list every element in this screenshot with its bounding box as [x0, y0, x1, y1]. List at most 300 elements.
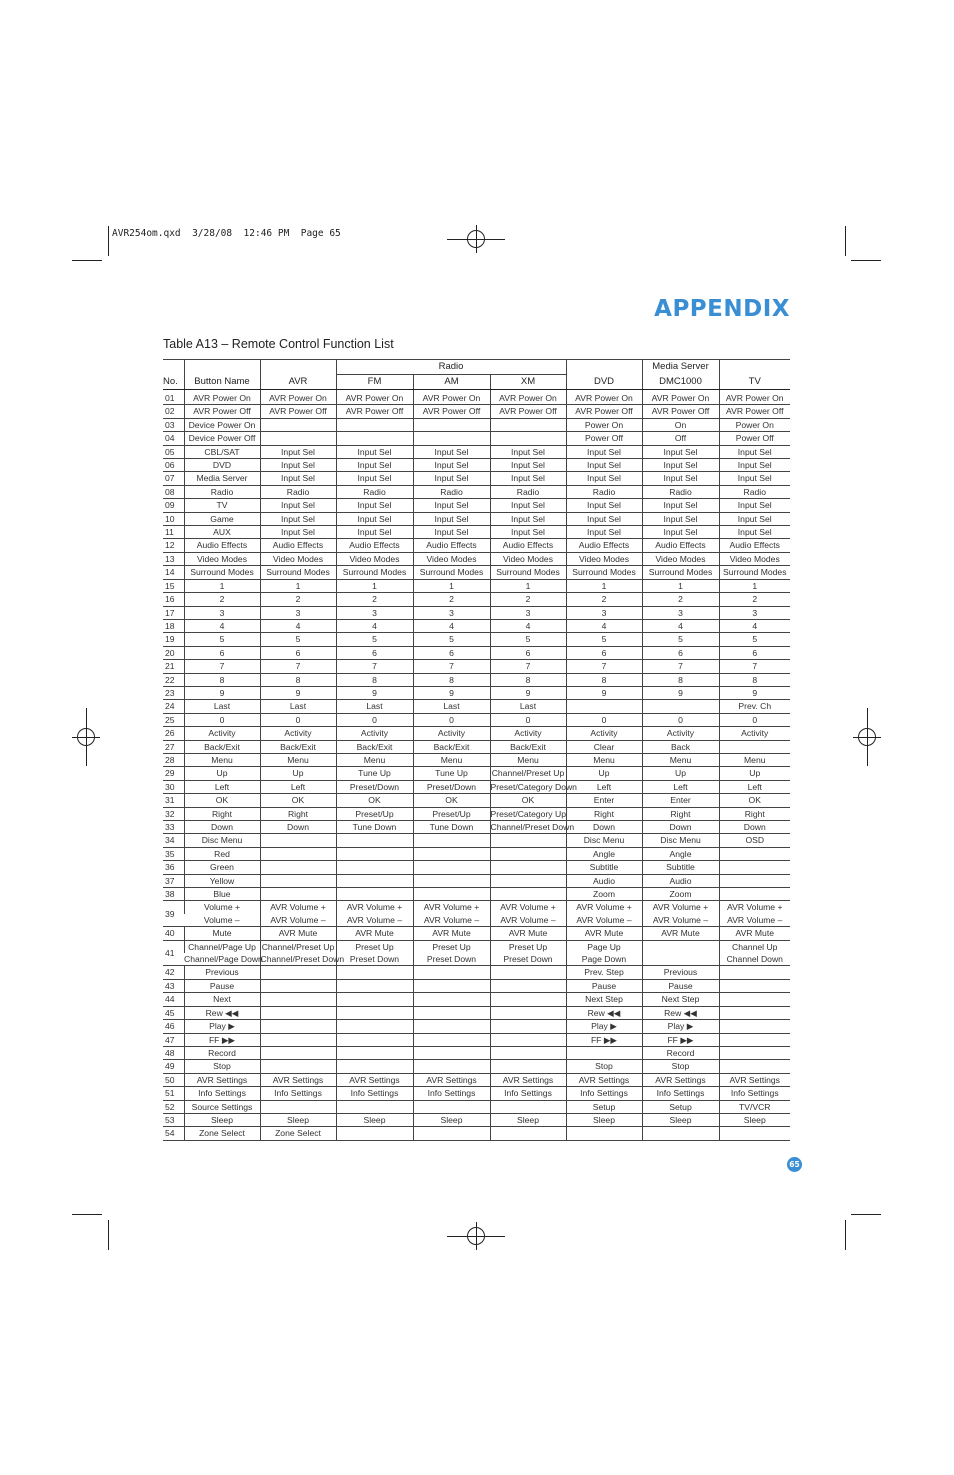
table-row: [163, 888, 790, 901]
table-cell: AVR Power On: [336, 390, 413, 405]
table-cell: [260, 966, 336, 979]
row-number: 19: [163, 633, 184, 646]
table-cell: Last: [260, 700, 336, 713]
table-cell: AVR Volume +: [336, 901, 413, 914]
table-cell: Video Modes: [260, 552, 336, 565]
table-cell: Play ▶: [184, 1020, 260, 1033]
table-cell: [336, 1020, 413, 1033]
table-cell: Page Up: [566, 940, 642, 953]
table-cell: [490, 888, 566, 901]
row-number: 36: [163, 861, 184, 874]
table-cell: Preset Up: [413, 940, 490, 953]
column-header: AM: [413, 375, 490, 390]
table-cell: 0: [413, 713, 490, 726]
table-cell: [642, 1127, 719, 1140]
table-cell: Audio Effects: [490, 539, 566, 552]
row-number: 05: [163, 445, 184, 458]
table-cell: 4: [184, 619, 260, 632]
row-number: 22: [163, 673, 184, 686]
table-cell: Video Modes: [184, 552, 260, 565]
registration-mark-icon: [462, 1222, 490, 1250]
table-cell: Rew ◀◀: [566, 1006, 642, 1019]
table-cell: Sleep: [336, 1113, 413, 1126]
table-cell: DVD: [184, 459, 260, 472]
table-cell: OK: [490, 794, 566, 807]
table-cell: [336, 847, 413, 860]
row-number: 21: [163, 660, 184, 673]
table-cell: Preset Down: [413, 953, 490, 966]
table-cell: Activity: [642, 727, 719, 740]
registration-mark-icon: [853, 723, 881, 751]
table-row: [163, 1046, 790, 1059]
table-cell: On: [642, 418, 719, 431]
table-cell: Radio: [184, 485, 260, 498]
table-cell: 2: [260, 593, 336, 606]
table-cell: 8: [566, 673, 642, 686]
row-number: 06: [163, 459, 184, 472]
row-number: 16: [163, 593, 184, 606]
table-cell: Next Step: [642, 993, 719, 1006]
table-cell: Activity: [719, 727, 790, 740]
table-cell: Input Sel: [413, 512, 490, 525]
table-cell: Back/Exit: [184, 740, 260, 753]
table-row: [163, 794, 790, 807]
table-row: [163, 499, 790, 512]
table-cell: Input Sel: [336, 459, 413, 472]
table-cell: 5: [642, 633, 719, 646]
table-cell: Video Modes: [566, 552, 642, 565]
table-cell: Back/Exit: [413, 740, 490, 753]
table-cell: 0: [336, 713, 413, 726]
table-cell: Activity: [490, 727, 566, 740]
table-cell: Subtitle: [566, 861, 642, 874]
row-number: 25: [163, 713, 184, 726]
table-cell: Last: [490, 700, 566, 713]
table-cell: Sleep: [490, 1113, 566, 1126]
table-cell: Audio: [566, 874, 642, 887]
table-cell: Power Off: [719, 432, 790, 445]
table-cell: AVR Mute: [566, 927, 642, 940]
table-cell: [260, 979, 336, 992]
table-cell: [642, 940, 719, 953]
table-cell: Menu: [490, 753, 566, 766]
table-title: Table A13 – Remote Control Function List: [163, 337, 394, 351]
table-cell: Audio Effects: [336, 539, 413, 552]
row-number: 33: [163, 821, 184, 834]
table-row: [163, 619, 790, 632]
table-cell: [719, 966, 790, 979]
table-cell: Channel Up: [719, 940, 790, 953]
table-row: [163, 1060, 790, 1073]
table-cell: Input Sel: [566, 445, 642, 458]
table-cell: [413, 834, 490, 847]
table-cell: Channel/Page Up: [184, 940, 260, 953]
table-cell: [719, 993, 790, 1006]
table-cell: [260, 1046, 336, 1059]
table-cell: Red: [184, 847, 260, 860]
table-cell: [260, 847, 336, 860]
table-cell: AVR Power On: [566, 390, 642, 405]
table-cell: Preset Up: [336, 940, 413, 953]
file-slug: AVR254om.qxd 3/28/08 12:46 PM Page 65: [112, 228, 341, 239]
table-cell: AVR Volume –: [719, 914, 790, 927]
row-number: 31: [163, 794, 184, 807]
table-cell: Down: [642, 821, 719, 834]
row-number: 20: [163, 646, 184, 659]
row-number: 35: [163, 847, 184, 860]
table-cell: [719, 740, 790, 753]
table-cell: 9: [719, 686, 790, 699]
row-number: 12: [163, 539, 184, 552]
table-cell: Input Sel: [566, 459, 642, 472]
table-cell: Audio Effects: [413, 539, 490, 552]
table-cell: Rew ◀◀: [642, 1006, 719, 1019]
table-row: [163, 418, 790, 431]
table-cell: AVR Volume +: [260, 901, 336, 914]
table-cell: 0: [184, 713, 260, 726]
table-cell: [490, 1046, 566, 1059]
table-cell: Up: [566, 767, 642, 780]
table-cell: [336, 1046, 413, 1059]
crop-mark: [851, 1214, 881, 1215]
table-cell: [260, 1033, 336, 1046]
table-cell: [336, 418, 413, 431]
table-cell: Menu: [413, 753, 490, 766]
table-cell: [260, 861, 336, 874]
table-cell: OK: [184, 794, 260, 807]
table-cell: AVR Mute: [260, 927, 336, 940]
table-cell: [260, 418, 336, 431]
table-cell: [413, 966, 490, 979]
table-cell: Info Settings: [490, 1087, 566, 1100]
table-cell: Surround Modes: [413, 566, 490, 579]
table-cell: Blue: [184, 888, 260, 901]
table-cell: Input Sel: [413, 526, 490, 539]
row-number: 03: [163, 418, 184, 431]
table-cell: 9: [260, 686, 336, 699]
table-cell: Volume –: [184, 914, 260, 927]
table-cell: AVR Volume –: [413, 914, 490, 927]
table-cell: Radio: [719, 485, 790, 498]
table-cell: Radio: [260, 485, 336, 498]
table-row: [163, 834, 790, 847]
table-cell: 3: [566, 606, 642, 619]
table-cell: Up: [642, 767, 719, 780]
page-number-badge: 65: [787, 1157, 802, 1172]
table-cell: 2: [413, 593, 490, 606]
registration-mark-icon: [462, 225, 490, 253]
table-cell: Subtitle: [642, 861, 719, 874]
table-cell: [719, 1033, 790, 1046]
table-cell: 6: [413, 646, 490, 659]
table-cell: Menu: [642, 753, 719, 766]
table-cell: 8: [490, 673, 566, 686]
table-cell: 2: [566, 593, 642, 606]
table-cell: [260, 432, 336, 445]
table-row: [163, 593, 790, 606]
table-cell: [490, 874, 566, 887]
table-cell: Radio: [642, 485, 719, 498]
table-cell: [490, 966, 566, 979]
table-row: [163, 472, 790, 485]
table-cell: [413, 432, 490, 445]
table-cell: [413, 888, 490, 901]
table-cell: Input Sel: [260, 472, 336, 485]
table-cell: AVR Power Off: [413, 405, 490, 418]
table-cell: Channel/Page Down: [184, 954, 263, 965]
table-cell: 9: [566, 686, 642, 699]
table-cell: 9: [642, 686, 719, 699]
row-number: 14: [163, 566, 184, 579]
table-cell: 6: [260, 646, 336, 659]
table-cell: Info Settings: [642, 1087, 719, 1100]
table-cell: [336, 1006, 413, 1019]
table-cell: Next: [184, 993, 260, 1006]
table-row: [163, 459, 790, 472]
table-cell: [719, 874, 790, 887]
table-row: [163, 1073, 790, 1086]
table-cell: Tune Down: [336, 821, 413, 834]
table-cell: Info Settings: [336, 1087, 413, 1100]
table-cell: [566, 1046, 642, 1059]
table-cell: Back/Exit: [490, 740, 566, 753]
table-cell: [490, 1020, 566, 1033]
table-cell: [336, 861, 413, 874]
table-cell: 1: [490, 579, 566, 592]
row-number: 32: [163, 807, 184, 820]
table-cell: Info Settings: [413, 1087, 490, 1100]
row-number: 45: [163, 1006, 184, 1019]
table-cell: AVR Power On: [184, 390, 260, 405]
table-cell: [719, 1127, 790, 1140]
row-number: 39: [163, 901, 184, 927]
table-cell: [413, 993, 490, 1006]
table-cell: Input Sel: [566, 499, 642, 512]
table-cell: Up: [184, 767, 260, 780]
table-cell: Left: [642, 780, 719, 793]
table-cell: Back/Exit: [260, 740, 336, 753]
table-cell: [490, 847, 566, 860]
table-cell: Audio: [642, 874, 719, 887]
table-cell: [413, 1100, 490, 1113]
table-cell: Tune Up: [336, 767, 413, 780]
table-cell: Channel Down: [719, 953, 790, 966]
crop-mark: [845, 1220, 846, 1250]
table-cell: Play ▶: [642, 1020, 719, 1033]
table-cell: [336, 1060, 413, 1073]
table-cell: 7: [642, 660, 719, 673]
table-cell: AVR Power Off: [490, 405, 566, 418]
table-cell: 0: [642, 713, 719, 726]
table-row: [163, 526, 790, 539]
table-cell: [490, 1100, 566, 1113]
table-cell: [260, 1020, 336, 1033]
table-cell: Power Off: [566, 432, 642, 445]
table-cell: 7: [336, 660, 413, 673]
table-cell: Menu: [719, 753, 790, 766]
table-cell: 5: [336, 633, 413, 646]
table-cell: Info Settings: [566, 1087, 642, 1100]
table-cell: 8: [719, 673, 790, 686]
table-cell: 6: [642, 646, 719, 659]
table-cell: [336, 834, 413, 847]
table-cell: Input Sel: [490, 459, 566, 472]
table-cell: AVR Power Off: [184, 405, 260, 418]
table-cell: Device Power Off: [184, 432, 260, 445]
row-number: 04: [163, 432, 184, 445]
table-row: [163, 953, 790, 966]
row-number: 30: [163, 780, 184, 793]
table-cell: Right: [260, 807, 336, 820]
row-number: 34: [163, 834, 184, 847]
table-row: [163, 512, 790, 525]
table-cell: Sleep: [184, 1113, 260, 1126]
table-cell: 8: [336, 673, 413, 686]
table-row: [163, 579, 790, 592]
row-number: 40: [163, 927, 184, 940]
table-cell: Menu: [260, 753, 336, 766]
group-header-radio: Radio: [336, 360, 566, 375]
table-cell: Activity: [184, 727, 260, 740]
table-cell: [336, 888, 413, 901]
table-row: [163, 1006, 790, 1019]
table-row: [163, 432, 790, 445]
table-cell: Zoom: [642, 888, 719, 901]
table-row: [163, 539, 790, 552]
table-cell: Up: [260, 767, 336, 780]
table-cell: Record: [184, 1046, 260, 1059]
table-cell: [719, 979, 790, 992]
table-cell: Tune Down: [413, 821, 490, 834]
table-cell: [490, 979, 566, 992]
table-cell: [490, 1127, 566, 1140]
table-cell: Surround Modes: [184, 566, 260, 579]
row-number: 18: [163, 619, 184, 632]
table-row: [163, 633, 790, 646]
table-cell: Right: [184, 807, 260, 820]
table-cell: Radio: [413, 485, 490, 498]
table-cell: 2: [490, 593, 566, 606]
table-cell: 7: [490, 660, 566, 673]
table-cell: Audio Effects: [260, 539, 336, 552]
table-cell: 7: [719, 660, 790, 673]
row-number: 52: [163, 1100, 184, 1113]
table-cell: Input Sel: [336, 512, 413, 525]
table-cell: AVR Mute: [642, 927, 719, 940]
table-cell: 5: [719, 633, 790, 646]
table-row: [163, 927, 790, 940]
row-number: 08: [163, 485, 184, 498]
table-cell: 1: [184, 579, 260, 592]
table-cell: Page Down: [566, 953, 642, 966]
table-cell: Input Sel: [413, 459, 490, 472]
table-cell: [413, 979, 490, 992]
table-cell: 1: [336, 579, 413, 592]
table-cell: Preset/Up: [413, 807, 490, 820]
table-cell: Preset/Down: [336, 780, 413, 793]
table-cell: CBL/SAT: [184, 445, 260, 458]
table-cell: Input Sel: [719, 445, 790, 458]
table-cell: [260, 993, 336, 1006]
table-cell: AVR Power Off: [566, 405, 642, 418]
row-number: 54: [163, 1127, 184, 1140]
table-cell: Input Sel: [490, 526, 566, 539]
table-cell: 3: [719, 606, 790, 619]
table-cell: Previous: [184, 966, 260, 979]
table-cell: Device Power On: [184, 418, 260, 431]
table-row: [163, 780, 790, 793]
table-cell: 8: [184, 673, 260, 686]
table-row: [163, 686, 790, 699]
column-header: FM: [336, 375, 413, 390]
table-cell: Input Sel: [413, 445, 490, 458]
table-cell: [413, 847, 490, 860]
crop-mark: [851, 260, 881, 261]
row-number: 23: [163, 686, 184, 699]
table-cell: [642, 953, 719, 966]
table-cell: Enter: [566, 794, 642, 807]
table-cell: Sleep: [642, 1113, 719, 1126]
table-cell: Play ▶: [566, 1020, 642, 1033]
table-cell: 5: [260, 633, 336, 646]
table-cell: 2: [184, 593, 260, 606]
table-cell: Setup: [566, 1100, 642, 1113]
table-cell: 1: [642, 579, 719, 592]
table-cell: Video Modes: [490, 552, 566, 565]
table-cell: Surround Modes: [566, 566, 642, 579]
table-cell: 6: [490, 646, 566, 659]
section-title: APPENDIX: [654, 296, 790, 322]
table-cell: 3: [260, 606, 336, 619]
table-cell: Input Sel: [260, 445, 336, 458]
table-cell: 1: [566, 579, 642, 592]
table-row: [163, 861, 790, 874]
table-cell: Input Sel: [413, 499, 490, 512]
table-cell: AVR Settings: [184, 1073, 260, 1086]
row-number: 44: [163, 993, 184, 1006]
table-cell: Activity: [566, 727, 642, 740]
table-cell: [260, 888, 336, 901]
row-number: 09: [163, 499, 184, 512]
table-cell: Disc Menu: [184, 834, 260, 847]
table-cell: Sleep: [413, 1113, 490, 1126]
table-cell: AVR Volume –: [642, 914, 719, 927]
table-cell: OK: [260, 794, 336, 807]
table-cell: 0: [719, 713, 790, 726]
table-cell: Next Step: [566, 993, 642, 1006]
table-cell: 1: [719, 579, 790, 592]
table-cell: Audio Effects: [566, 539, 642, 552]
table-cell: [336, 432, 413, 445]
table-cell: 4: [566, 619, 642, 632]
table-cell: 2: [642, 593, 719, 606]
table-cell: Sleep: [260, 1113, 336, 1126]
table-cell: Media Server: [184, 472, 260, 485]
row-number: 02: [163, 405, 184, 418]
table-cell: Sleep: [719, 1113, 790, 1126]
table-cell: Surround Modes: [642, 566, 719, 579]
table-cell: Input Sel: [413, 472, 490, 485]
table-cell: AVR Volume +: [642, 901, 719, 914]
table-cell: AVR Volume +: [719, 901, 790, 914]
table-cell: Channel/Preset Up: [261, 941, 335, 952]
row-number: 15: [163, 579, 184, 592]
table-cell: Input Sel: [566, 472, 642, 485]
table-row: [163, 1100, 790, 1113]
row-number: 11: [163, 526, 184, 539]
table-cell: AVR Mute: [719, 927, 790, 940]
row-number: 49: [163, 1060, 184, 1073]
